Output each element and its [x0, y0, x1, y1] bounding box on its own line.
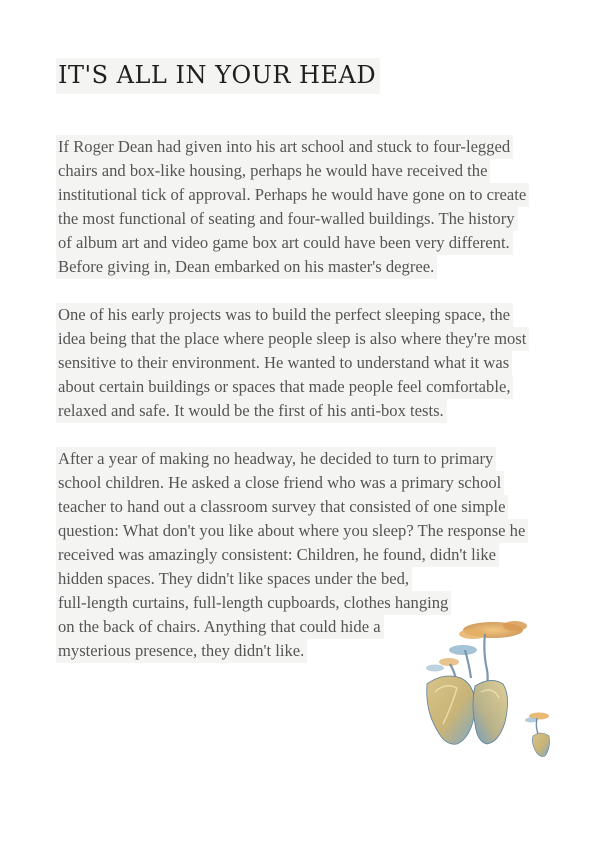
paragraph-line: received was amazingly consistent: Children, he found, didn't like: [56, 543, 499, 567]
paragraph-line: hidden spaces. They didn't like spaces under the bed,: [56, 567, 412, 591]
paragraph-line: full-length curtains, full-length cupboards, clothes hanging: [56, 591, 451, 615]
paragraph-2: [56, 303, 546, 423]
paragraph-line: question: What don't you like about where you sleep? The response he: [56, 519, 528, 543]
paragraph-line: teacher to hand out a classroom survey that consisted of one simple: [56, 495, 508, 519]
paragraph-line: of album art and video game box art could have been very different.: [56, 231, 513, 255]
paragraph-line: about certain buildings or spaces that made people feel comfortable,: [56, 375, 513, 399]
paragraph-line: One of his early projects was to build the perfect sleeping space, the: [56, 303, 513, 327]
tree-canopy-icon: [426, 621, 527, 672]
paragraph-line: Before giving in, Dean embarked on his master's degree.: [56, 255, 437, 279]
paragraph-line: school children. He asked a close friend who was a primary school: [56, 471, 504, 495]
paragraph-line: After a year of making no headway, he decided to turn to primary: [56, 447, 496, 471]
paragraph-line: chairs and box-like housing, perhaps he would have received the: [56, 159, 490, 183]
paragraph-1: [56, 135, 546, 279]
paragraph-line: mysterious presence, they didn't like.: [56, 639, 307, 663]
paragraph-line: institutional tick of approval. Perhaps he would have gone on to create: [56, 183, 529, 207]
paragraph-line: the most functional of seating and four-walled buildings. The history: [56, 207, 518, 231]
paragraph-line: relaxed and safe. It would be the first of his anti-box tests.: [56, 399, 447, 423]
paragraph-line: on the back of chairs. Anything that could hide a: [56, 615, 384, 639]
page-title: IT'S ALL IN YOUR HEAD: [56, 58, 380, 94]
floating-islands-illustration: [405, 612, 570, 762]
paragraph-line: If Roger Dean had given into his art school and stuck to four-legged: [56, 135, 513, 159]
paragraph-line: sensitive to their environment. He wanted to understand what it was: [56, 351, 512, 375]
small-floating-island-icon: [525, 713, 550, 757]
paragraph-line: idea being that the place where people sleep is also where they're most: [56, 327, 529, 351]
